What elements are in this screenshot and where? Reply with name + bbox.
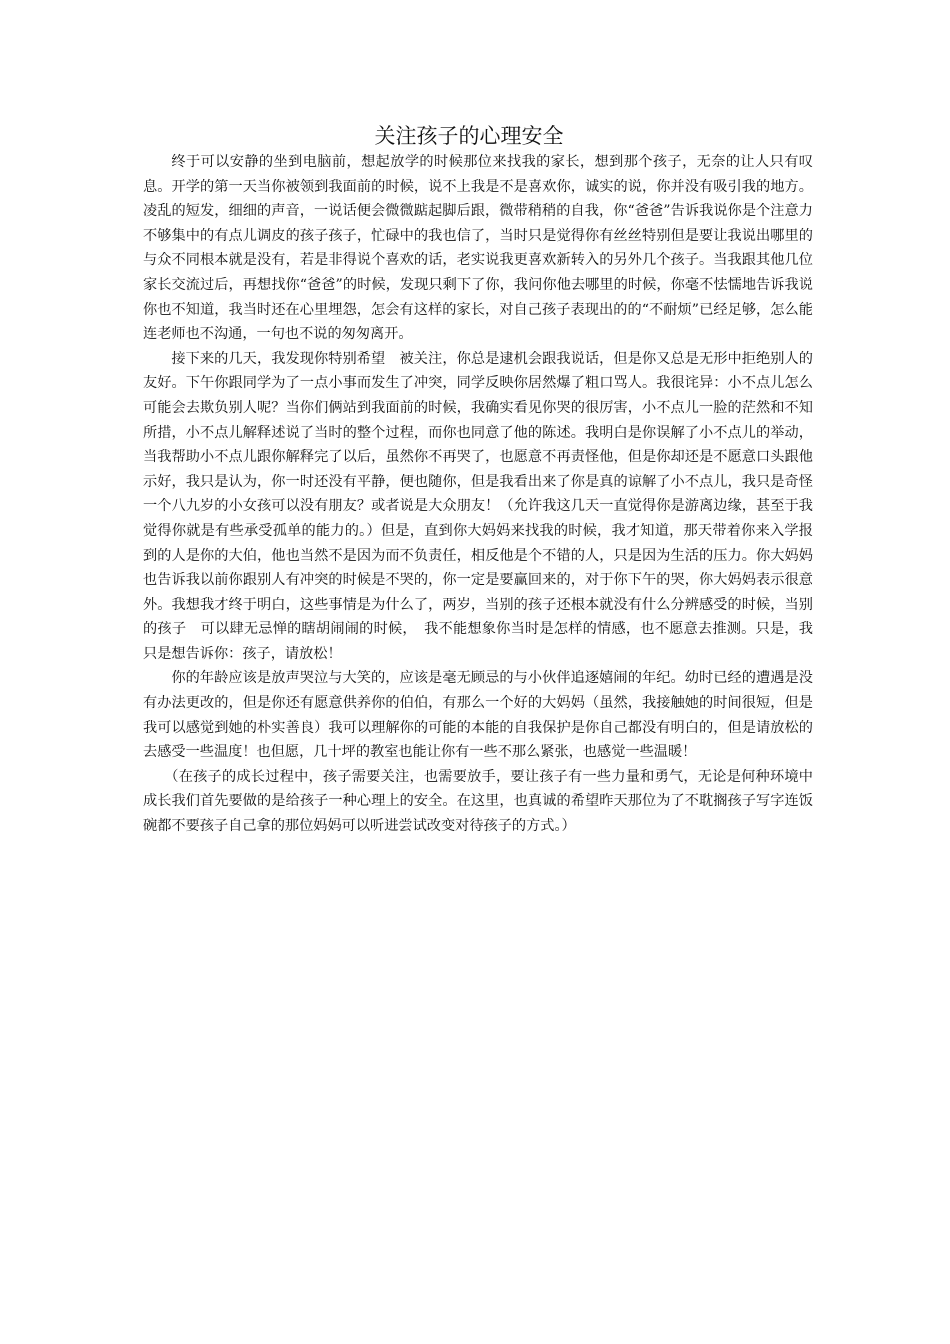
paragraph-2: 接下来的几天，我发现你特别希望 被关注，你总是逮机会跟我说话，但是你又总是无形中拒绝别人的友好。下午你跟同学为了一点小事而发生了冲突，同学反映你居然爆了粗口骂人。我很诧异：小不点儿怎么可能会去欺负别人呢？当你们俩站到我面前的时候，我确实看见你哭的很厉害，小不点儿一脸的茫然和不知所措，小不点儿解释述说了当时的整个过程，而你也同意了他的陈述。我明白是你误解了小不点儿的举动，当我帮助小不点儿跟你解释完了以后，虽然你不再哭了，也愿意不再责怪他，但是你却还是不愿意口头跟他示好，我只是认为，你一时还没有平静，便也随你，但是我看出来了你是真的谅解了小不点儿，我只是奇怪一个八九岁的小女孩可以没有朋友？或者说是大众朋友！（允许我这几天一直觉得你是游离边缘，甚至于我觉得你就是有些承受孤单的能力的。）但是，直到你大妈妈来找我的时候，我才知道，那天带着你来入学报到的人是你的大伯，他也当然不是因为而不负责任，相反他是个不错的人，只是因为生活的压力。你大妈妈也告诉我以前你跟别人有冲突的时候是不哭的，你一定是要赢回来的，对于你下午的哭，你大妈妈表示很意外。我想我才终于明白，这些事情是为什么了，两岁，当别的孩子还根本就没有什么分辨感受的时候，当别的孩子 可以肆无忌惮的瞎胡闹闹的时候， 我不能想象你当时是怎样的情感，也不愿意去推测。只是，我只是想告诉你：孩子，请放松！ — [143, 350, 813, 662]
paragraph-note: （在孩子的成长过程中，孩子需要关注，也需要放手，要让孩子有一些力量和勇气，无论是何种环境中成长我们首先要做的是给孩子一种心理上的安全。在这里，也真诚的希望昨天那位为了不耽搁孩子写字连饭碗都不要孩子自己拿的那位妈妈可以听进尝试改变对待孩子的方式。） — [143, 768, 813, 835]
paragraph-3: 你的年龄应该是放声哭泣与大笑的，应该是毫无顾忌的与小伙伴追逐嬉闹的年纪。幼时已经的遭遇是没有办法更改的，但是你还有愿意供养你的伯伯，有那么一个好的大妈妈（虽然，我接触她的时间很短，但是我可以感觉到她的朴实善良）我可以理解你的可能的本能的自我保护是你自己都没有明白的，但是请放松的去感受一些温度！也但愿，几十坪的教室也能让你有一些不那么紧张，也感觉一些温暖！ — [143, 670, 813, 761]
document-body — [143, 150, 813, 839]
paragraph-1: 终于可以安静的坐到电脑前，想起放学的时候那位来找我的家长，想到那个孩子，无奈的让人只有叹息。开学的第一天当你被领到我面前的时候，说不上我是不是喜欢你，诚实的说，你并没有吸引我的地方。凌乱的短发，细细的声音，一说话便会微微踮起脚后跟，微带稍稍的自我，你“爸爸”告诉我说你是个注意力不够集中的有点儿调皮的孩子孩子，忙碌中的我也信了，当时只是觉得你有丝丝特别但是要让我说出哪里的与众不同根本就是没有，若是非得说个喜欢的话，老实说我更喜欢新转入的另外几个孩子。当我跟其他几位家长交流过后，再想找你“爸爸”的时候，发现只剩下了你，我问你他去哪里的时候，你毫不怯懦地告诉我说你也不知道，我当时还在心里埋怨，怎会有这样的家长，对自己孩子表现出的的“不耐烦”已经足够，怎么能连老师也不沟通，一句也不说的匆匆离开。 — [143, 154, 813, 343]
page-title: 关注孩子的心理安全 — [374, 124, 564, 148]
